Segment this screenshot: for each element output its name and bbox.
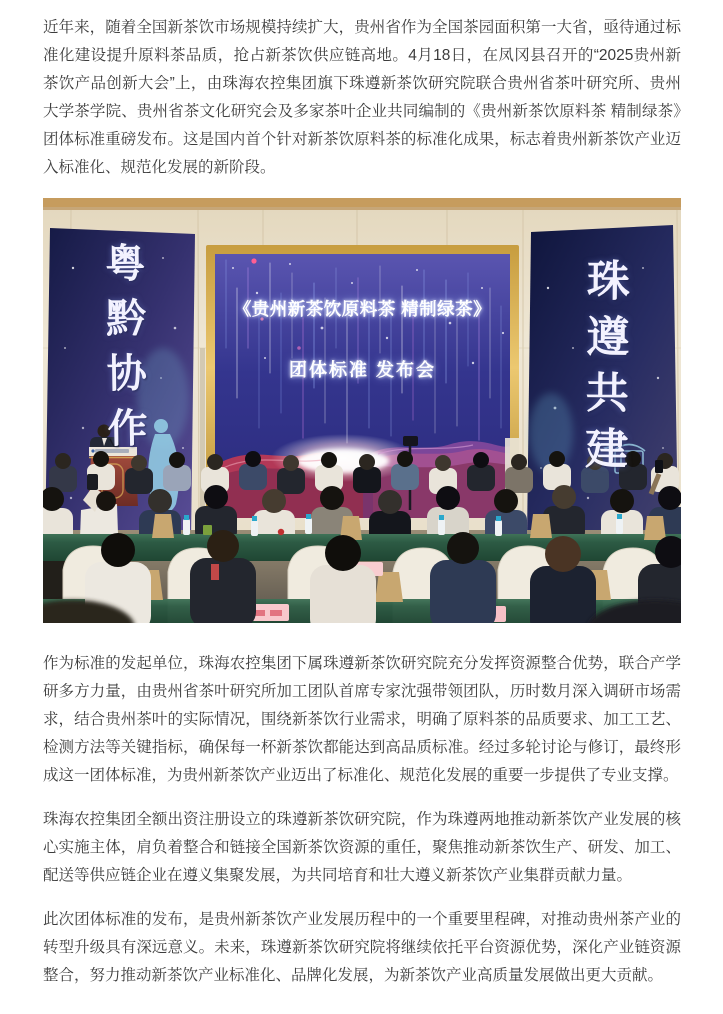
screen-title: 《贵州新茶饮原料茶 精制绿茶》 <box>233 299 492 319</box>
left-banner-text: 粤黔协作 <box>99 241 147 463</box>
article-paragraph-2: 作为标准的发起单位，珠海农控集团下属珠遵新茶饮研究院充分发挥资源整合优势，联合产学研多方力量，由贵州省茶叶研究所加工团队首席专家沈强带领团队，历时数月深入调研市场需求，结合贵州茶叶的实际情况，围绕新茶饮行业需求，明确了原料茶的品质要求、加工工艺、检测方法等关键指标，确保每一杯新茶饮都能达到高品质标准。经过多轮讨论与修订，最终形成这一团体标准，为贵州新茶饮产业迈出了标准化、规范化发展的重要一步提供了专业支撑。 <box>43 655 681 784</box>
green-cup <box>203 525 212 535</box>
event-photo <box>43 198 681 623</box>
article-paragraph-4: 此次团体标准的发布，是贵州新茶饮产业发展历程中的一个重要里程碑，对推动贵州茶产业的转型升级具有深远意义。未来，珠遵新茶饮研究院将继续依托平台资源优势，深化产业链资源整合，努力推动新茶饮产业标准化、品牌化发展，为新茶饮产业高质量发展做出更大贡献。 <box>43 911 681 984</box>
phone-icon <box>87 474 98 490</box>
ceiling-molding <box>43 198 681 207</box>
article-paragraph-1: 近年来，随着全国新茶饮市场规模持续扩大，贵州省作为全国茶园面积第一大省，亟待通过标准化建设提升原料茶品质，抢占新茶饮供应链高地。4月18日，在凤冈县召开的“2025贵州新茶饮产品创新大会”上，由珠海农控集团旗下珠遵新茶饮研究院联合贵州省茶叶研究所、贵州大学茶学院、贵州省茶文化研究会及多家茶叶企业共同编制的《贵州新茶饮原料茶 精制绿茶》团体标准重磅发布。这是国内首个针对新茶饮原料茶的标准化成果，标志着贵州新茶饮产业迈入标准化、规范化发展的新阶段。 <box>43 19 681 176</box>
phone-icon <box>655 460 663 473</box>
article-paragraph-3: 珠海农控集团全额出资注册设立的珠遵新茶饮研究院，作为珠遵两地推动新茶饮产业发展的核心实施主体，肩负着整合和链接全国新茶饮资源的重任，聚焦推动新茶饮生产、研发、加工、配送等供应链企业在遵义集聚发展，为共同培育和壮大遵义新茶饮产业集群贡献力量。 <box>43 811 681 884</box>
screen-subtitle: 团体标准 发布会 <box>288 360 436 380</box>
lanyard <box>211 564 219 580</box>
pink-spark <box>251 258 256 263</box>
red-item <box>278 529 284 535</box>
right-banner-text: 珠遵共建 <box>578 257 630 483</box>
